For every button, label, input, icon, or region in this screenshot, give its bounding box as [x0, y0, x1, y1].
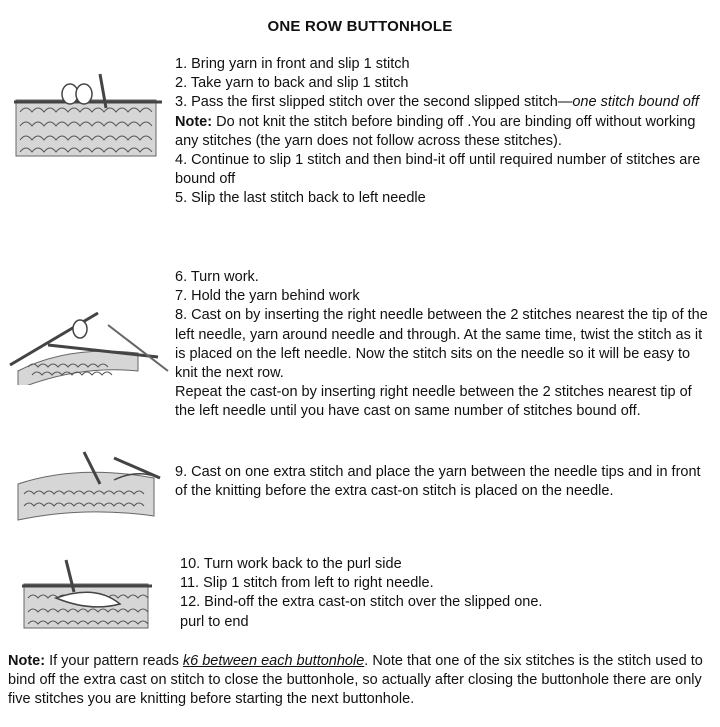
step-11: 11. Slip 1 stitch from left to right needle. [180, 575, 434, 592]
section-bind-off [175, 55, 715, 209]
step-10: 10. Turn work back to the purl side [180, 556, 402, 572]
repeat-cast-on: Repeat the cast-on by inserting right needle between the 2 stitches nearest tip of the left needle until you have cast on same number of stitches bound off. [175, 384, 692, 420]
note-text: Do not knit the stitch before binding off .You are binding off without working any stitches (the yarn does not follow across these stitches). [175, 113, 696, 149]
footer-text-1: If your pattern reads [45, 653, 183, 669]
step-12: 12. Bind-off the extra cast-on stitch over the slipped one. [180, 594, 543, 611]
step-6: 6. Turn work. [175, 269, 259, 285]
step-3-italic: one stitch bound off [572, 94, 699, 111]
footer-text-2: . Note that one of the six stitches is the stitch used to bind off the extra cast on stitch to close the buttonhole, so actually after closing the buttonhole there are only five stitches you are knitting before starting the next buttonhole. [8, 653, 703, 707]
step-2: 2. Take yarn to back and slip 1 stitch [175, 75, 409, 92]
step-4: 4. Continue to slip 1 stitch and then bind-it off until required number of stitches are bound off [175, 152, 701, 188]
knitting-bind-off-illustration [14, 72, 164, 160]
footer-underlined: k6 between each buttonhole [182, 653, 365, 669]
step-1: 1. Bring yarn in front and slip 1 stitch [175, 56, 410, 72]
step-8: 8. Cast on by inserting the right needle between the 2 stitches nearest the tip of the left needle, yarn around needle and through. At the same time, twist the stitch as it is placed on the left needle. Now the stitch sits on the needle so it will be easy to knit the next row. [175, 307, 708, 382]
purl-to-end: purl to end [180, 613, 249, 630]
section-cast-on [175, 268, 715, 422]
step-7: 7. Hold the yarn behind work [175, 288, 360, 305]
section-extra-stitch [175, 463, 715, 501]
step-9: 9. Cast on one extra stitch and place the yarn between the needle tips and in front of the knitting before the extra cast-on stitch is placed on the needle. [175, 464, 701, 500]
section-close-buttonhole [180, 555, 710, 632]
page-title: ONE ROW BUTTONHOLE [267, 18, 453, 35]
footer-note-label: Note: [8, 653, 46, 669]
step-3 [175, 93, 715, 112]
step-5: 5. Slip the last stitch back to left needle [175, 190, 426, 207]
note-label: Note: [175, 113, 213, 130]
knitting-extra-stitch-illustration [14, 450, 164, 522]
step-3-text: 3. Pass the first slipped stitch over the second slipped stitch— [175, 94, 573, 111]
footer-note [8, 652, 714, 709]
knitting-slip-stitch-illustration [22, 558, 154, 630]
bind-off-note [175, 113, 715, 151]
knitting-cast-on-illustration [8, 305, 170, 385]
